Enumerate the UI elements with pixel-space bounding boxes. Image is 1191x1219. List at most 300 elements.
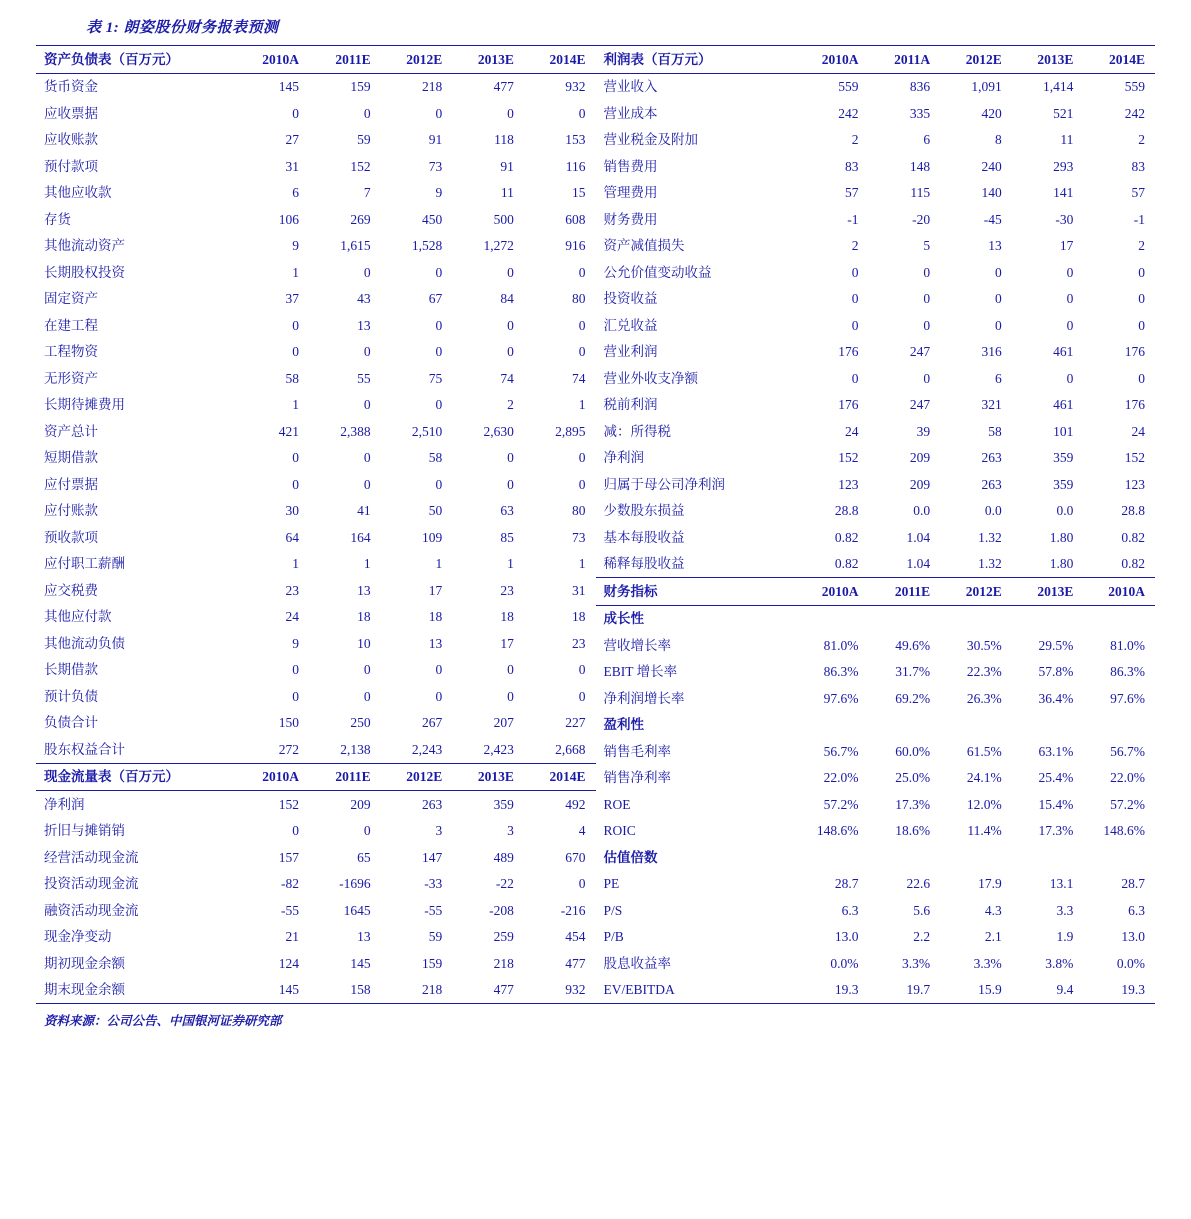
row-value: 0: [363, 662, 371, 677]
row-value: 148.6%: [1103, 823, 1145, 838]
table-row: [36, 924, 596, 951]
row-value: 17: [1059, 238, 1074, 253]
table-row: [36, 657, 596, 684]
row-value: 209: [350, 796, 371, 812]
row-value: 13: [988, 238, 1002, 253]
row-value: 0: [851, 264, 859, 280]
table-row: [596, 924, 1156, 951]
table-row: [596, 180, 1156, 207]
row-value: 59: [428, 929, 443, 944]
row-label: 销售净利率: [603, 770, 671, 785]
row-value: 1: [578, 556, 586, 571]
row-value: 64: [285, 529, 300, 545]
row-value: 1: [363, 556, 371, 571]
row-value: 11: [1060, 132, 1074, 147]
row-value: 1: [292, 264, 300, 280]
row-label: 现金净变动: [44, 929, 112, 944]
metrics-header-2011e: 2011E: [869, 578, 941, 606]
row-value: 670: [565, 849, 586, 865]
table-row: [596, 818, 1156, 845]
row-label: 期初现金余额: [44, 955, 125, 971]
income-header-2013e: 2013E: [1012, 46, 1084, 74]
row-value: 28.8: [834, 503, 859, 518]
income-header-2010a: 2010A: [797, 46, 869, 74]
row-value: 18.6%: [895, 823, 931, 838]
row-value: 116: [565, 158, 586, 174]
table-row: [36, 365, 596, 392]
row-value: 25.4%: [1038, 770, 1074, 785]
row-value: 118: [494, 132, 514, 147]
row-value: 50: [428, 503, 443, 518]
row-value: 74: [572, 370, 586, 386]
row-value: 19.3: [797, 977, 869, 1004]
row-value: 86.3%: [1110, 664, 1145, 679]
row-value: 2,630: [483, 423, 514, 439]
table-row: [596, 498, 1156, 525]
row-value: 247: [909, 397, 931, 412]
table-row: [596, 100, 1156, 127]
cashflow-table: [36, 763, 596, 1005]
row-value: 218: [493, 955, 514, 971]
row-value: 13.0: [834, 929, 859, 944]
row-value: 0: [507, 264, 514, 280]
table-row: [36, 233, 596, 260]
row-label: 其他应付款: [44, 609, 112, 624]
row-value: 0: [578, 317, 586, 333]
row-value: 60.0%: [895, 743, 931, 759]
row-value: 0: [578, 476, 586, 492]
cashflow-header-2012e: 2012E: [381, 763, 453, 791]
row-value: 6: [923, 132, 931, 147]
row-value: 0: [435, 688, 443, 704]
row-value: 0: [435, 317, 443, 333]
row-value: 420: [981, 105, 1002, 121]
income-header-label: 利润表（百万元）: [596, 46, 797, 74]
row-value: 18: [572, 609, 586, 624]
row-value: 13: [428, 635, 443, 651]
row-value: 58: [285, 370, 300, 386]
row-value: 477: [452, 977, 524, 1004]
row-value: 109: [422, 529, 443, 545]
row-value: -216: [560, 902, 586, 918]
row-value: 9: [292, 238, 300, 253]
table-row: [596, 73, 1156, 100]
row-value: -20: [912, 211, 931, 227]
row-value: 28.7: [834, 876, 859, 891]
row-value: 97.6%: [823, 690, 859, 706]
row-value: 0: [507, 344, 514, 359]
row-value: 0.0: [1056, 503, 1074, 518]
row-value: 0: [1066, 291, 1074, 306]
row-label: 其他流动资产: [44, 238, 125, 253]
balance-sheet-header-2010a: 2010A: [237, 46, 309, 74]
row-value: 0: [363, 450, 371, 465]
table-row: [36, 180, 596, 207]
row-value: 1: [292, 397, 300, 412]
row-value: 158: [309, 977, 381, 1004]
row-value: 0: [1066, 264, 1074, 280]
row-value: 57.2%: [823, 796, 859, 812]
row-value: 0: [292, 344, 300, 359]
row-value: 58: [988, 423, 1002, 439]
row-label: 资产减值损失: [603, 238, 685, 253]
row-value: 335: [909, 105, 931, 121]
row-value: [797, 712, 869, 739]
row-value: 836: [909, 79, 931, 94]
table-row: [596, 551, 1156, 578]
row-label: 归属于母公司净利润: [603, 476, 725, 492]
row-value: 2.2: [913, 929, 931, 944]
row-value: 0: [995, 264, 1002, 280]
row-value: 3: [507, 823, 514, 838]
row-value: 0: [363, 476, 371, 492]
row-value: [1012, 712, 1084, 739]
row-value: 2,138: [340, 741, 371, 757]
row-label: PE: [603, 876, 620, 891]
cashflow-body: [36, 763, 596, 1004]
row-value: [940, 605, 1012, 632]
row-value: 152: [1124, 450, 1145, 465]
row-value: 0: [578, 344, 586, 359]
row-value: 477: [565, 955, 586, 971]
row-value: 1.32: [978, 556, 1002, 571]
row-value: 293: [1053, 158, 1074, 174]
row-label: 应付职工薪酬: [44, 556, 125, 571]
row-value: 19.7: [869, 977, 941, 1004]
row-label: 管理费用: [603, 185, 658, 200]
row-value: 0: [292, 688, 300, 704]
table-row: [596, 977, 1156, 1004]
income-header-2011a: 2011A: [869, 46, 941, 74]
row-value: 461: [1053, 344, 1074, 359]
row-value: 321: [981, 397, 1002, 412]
row-label: 应收账款: [44, 132, 98, 147]
row-value: 559: [838, 79, 859, 94]
row-value: [869, 844, 941, 871]
table-row: [596, 685, 1156, 712]
row-label: EBIT 增长率: [603, 664, 678, 679]
row-value: 31: [285, 158, 300, 174]
row-value: 916: [565, 238, 586, 253]
row-value: 145: [237, 977, 309, 1004]
table-row: [596, 206, 1156, 233]
row-value: 0: [923, 370, 931, 386]
row-value: 3.3%: [973, 955, 1002, 971]
row-value: 24: [1131, 423, 1145, 439]
row-value: 176: [1124, 397, 1145, 412]
row-value: 80: [572, 291, 586, 306]
row-value: 123: [1124, 476, 1145, 492]
table-row: [36, 445, 596, 472]
row-label: 净利润增长率: [603, 690, 685, 706]
row-label: 应付账款: [44, 503, 98, 518]
row-value: 36.4%: [1038, 690, 1074, 706]
row-value: 2,510: [411, 423, 443, 439]
row-label: 融资活动现金流: [44, 902, 139, 918]
row-label: 营业收入: [603, 79, 658, 94]
row-value: 0: [435, 662, 443, 677]
balance-sheet-body: [36, 46, 596, 763]
row-value: 0: [363, 344, 371, 359]
row-value: 17: [428, 582, 443, 598]
row-value: 145: [278, 79, 300, 94]
row-value: 106: [278, 211, 300, 227]
table-row: [596, 312, 1156, 339]
row-value: 31.7%: [895, 664, 931, 679]
row-value: 115: [910, 185, 931, 200]
balance-sheet-header-2014e: 2014E: [524, 46, 596, 74]
row-value: 56.7%: [1110, 743, 1145, 759]
row-value: 461: [1053, 397, 1074, 412]
row-value: 359: [1053, 476, 1074, 492]
row-value: 145: [350, 955, 371, 971]
row-value: 23: [572, 635, 586, 651]
table-row: [36, 710, 596, 737]
row-value: 80: [572, 503, 586, 518]
row-value: 6: [292, 185, 300, 200]
row-value: 5: [923, 238, 931, 253]
row-value: -55: [424, 902, 443, 918]
row-label: 股东权益合计: [44, 741, 125, 757]
row-value: 3.8%: [1045, 955, 1074, 971]
row-value: 18: [357, 609, 371, 624]
table-row: [596, 897, 1156, 924]
row-value: 1: [507, 556, 514, 571]
cashflow-header-2011e: 2011E: [309, 763, 381, 791]
row-value: 0: [1066, 317, 1074, 333]
row-value: 2: [851, 238, 859, 253]
row-value: 242: [1124, 105, 1145, 121]
row-value: -1: [847, 211, 859, 227]
table-row: [36, 604, 596, 631]
tables-layout: [36, 45, 1155, 1004]
row-value: 1.80: [1049, 556, 1074, 571]
row-value: 152: [278, 796, 300, 812]
row-value: -45: [983, 211, 1002, 227]
metrics-header-label: 财务指标: [596, 578, 797, 606]
table-row: [36, 339, 596, 366]
row-value: 24: [845, 423, 859, 439]
row-value: 28.7: [1121, 876, 1145, 891]
row-value: -82: [281, 876, 300, 891]
row-value: 608: [565, 211, 586, 227]
row-value: 0: [578, 876, 586, 891]
row-value: 81.0%: [1110, 637, 1145, 653]
row-value: 1,414: [1042, 79, 1074, 94]
row-label: 估值倍数: [603, 849, 658, 865]
row-value: 263: [422, 796, 443, 812]
row-label: 税前利润: [603, 397, 658, 412]
row-value: 1.32: [978, 529, 1002, 545]
table-row: [36, 418, 596, 445]
row-label: 负债合计: [44, 715, 98, 730]
row-value: [1012, 605, 1084, 632]
row-label: 长期股权投资: [44, 264, 125, 280]
row-value: 1645: [343, 902, 371, 918]
row-label: 营业税金及附加: [603, 132, 698, 147]
row-label: 经营活动现金流: [44, 849, 139, 865]
balance-sheet-header-label: 资产负债表（百万元）: [36, 46, 237, 74]
metrics-header-2013e: 2013E: [1012, 578, 1084, 606]
row-value: 22.0%: [823, 770, 859, 785]
row-value: 6: [995, 370, 1002, 386]
right-pane: [596, 45, 1156, 1004]
row-value: 209: [909, 450, 931, 465]
row-value: 0: [578, 662, 586, 677]
row-value: 176: [838, 344, 859, 359]
row-value: 13: [357, 317, 371, 333]
table-row: [36, 736, 596, 763]
row-label: 长期待摊费用: [44, 397, 125, 412]
row-value: 6.3: [841, 902, 859, 918]
row-value: 159: [350, 79, 371, 94]
row-value: 489: [493, 849, 514, 865]
cashflow-header-2013e: 2013E: [452, 763, 524, 791]
source-note: 资料来源：公司公告、中国银河证券研究部: [44, 1014, 282, 1028]
row-value: 263: [981, 476, 1002, 492]
row-label: 应收票据: [44, 105, 98, 121]
table-row: [596, 339, 1156, 366]
row-value: 39: [916, 423, 931, 439]
row-value: 157: [278, 849, 300, 865]
row-value: 152: [838, 450, 859, 465]
row-value: 4: [578, 823, 586, 838]
row-value: 19.3: [1083, 977, 1155, 1004]
income-statement-header-row: [596, 46, 1156, 74]
row-value: 63: [500, 503, 514, 518]
row-value: 13: [357, 582, 371, 598]
row-label: 投资活动现金流: [44, 876, 139, 891]
row-value: 24.1%: [966, 770, 1002, 785]
row-value: 316: [981, 344, 1002, 359]
row-value: 9: [435, 185, 443, 200]
row-value: 13.0: [1121, 929, 1145, 944]
row-value: 0: [292, 662, 300, 677]
table-row: [36, 471, 596, 498]
row-value: 269: [350, 211, 371, 227]
row-value: 86.3%: [823, 664, 859, 679]
row-value: 227: [565, 715, 586, 730]
row-label: 预付款项: [44, 158, 98, 174]
table-row: [596, 659, 1156, 686]
row-value: 147: [422, 849, 443, 865]
row-value: 61.5%: [966, 743, 1002, 759]
row-value: 1.80: [1049, 529, 1074, 545]
row-value: 0: [363, 264, 371, 280]
row-value: 500: [493, 211, 514, 227]
table-row: [596, 365, 1156, 392]
row-value: 359: [1053, 450, 1074, 465]
row-value: 0.0%: [1116, 955, 1145, 971]
balance-sheet-table: [36, 45, 596, 763]
table-row: [36, 153, 596, 180]
table-row: [36, 950, 596, 977]
row-value: 1,528: [411, 238, 443, 253]
table-row: [36, 577, 596, 604]
row-value: 22.6: [906, 876, 931, 891]
row-value: 27: [285, 132, 300, 147]
row-value: 57: [1131, 185, 1145, 200]
table-row: [596, 738, 1156, 765]
row-value: 73: [572, 529, 586, 545]
table-row: [36, 498, 596, 525]
row-value: [1012, 844, 1084, 871]
row-value: 15: [572, 185, 586, 200]
row-value: 84: [500, 291, 514, 306]
row-value: 0: [363, 397, 371, 412]
row-value: 17: [500, 635, 514, 651]
row-value: [797, 605, 869, 632]
row-value: 0: [851, 370, 859, 386]
row-value: 63.1%: [1038, 743, 1074, 759]
left-pane: [36, 45, 596, 1004]
row-value: 0: [578, 105, 586, 121]
row-value: 932: [524, 977, 596, 1004]
row-value: 0: [578, 688, 586, 704]
row-label: 销售毛利率: [603, 743, 671, 759]
row-label: 营业成本: [603, 105, 658, 121]
row-label: 资产总计: [44, 423, 98, 439]
row-label: 固定资产: [44, 291, 98, 306]
row-value: 0: [363, 105, 371, 121]
row-value: 932: [565, 79, 586, 94]
row-label: 公允价值变动收益: [603, 264, 712, 280]
row-value: 0: [923, 264, 931, 280]
table-row: [596, 950, 1156, 977]
row-value: 21: [285, 929, 300, 944]
row-value: 0.0: [913, 503, 931, 518]
table-row: [596, 259, 1156, 286]
row-value: 11: [500, 185, 514, 200]
row-value: 28.8: [1121, 503, 1145, 518]
row-value: 421: [278, 423, 300, 439]
row-value: 23: [500, 582, 514, 598]
metrics-header-2010a-2: 2010A: [1083, 578, 1155, 606]
row-value: 2: [507, 397, 514, 412]
row-value: 91: [428, 132, 443, 147]
row-value: 267: [422, 715, 443, 730]
row-value: 1: [292, 556, 300, 571]
row-value: 24: [285, 609, 300, 624]
row-value: 9: [292, 635, 300, 651]
row-value: [797, 844, 869, 871]
row-value: 15.4%: [1038, 796, 1074, 812]
income-statement-table: [596, 45, 1156, 577]
table-row: [36, 977, 596, 1004]
row-value: [869, 712, 941, 739]
row-value: 6.3: [1128, 902, 1145, 918]
row-value: 0: [292, 105, 300, 121]
table-row: [596, 632, 1156, 659]
row-value: 83: [845, 158, 859, 174]
row-value: 263: [981, 450, 1002, 465]
row-value: 0: [1138, 370, 1145, 386]
table-row: [36, 392, 596, 419]
row-label: 少数股东损益: [603, 503, 685, 518]
table-row: [596, 605, 1156, 632]
row-value: 11.4%: [967, 823, 1002, 838]
row-value: 13.1: [1049, 876, 1074, 891]
row-value: 207: [493, 715, 514, 730]
row-value: -208: [489, 902, 514, 918]
row-value: 18: [500, 609, 514, 624]
row-value: 0: [851, 317, 859, 333]
balance-sheet-header-2013e: 2013E: [452, 46, 524, 74]
row-label: 营业利润: [603, 344, 658, 359]
table-row: [36, 206, 596, 233]
row-value: 18: [428, 609, 443, 624]
row-value: 91: [500, 158, 514, 174]
